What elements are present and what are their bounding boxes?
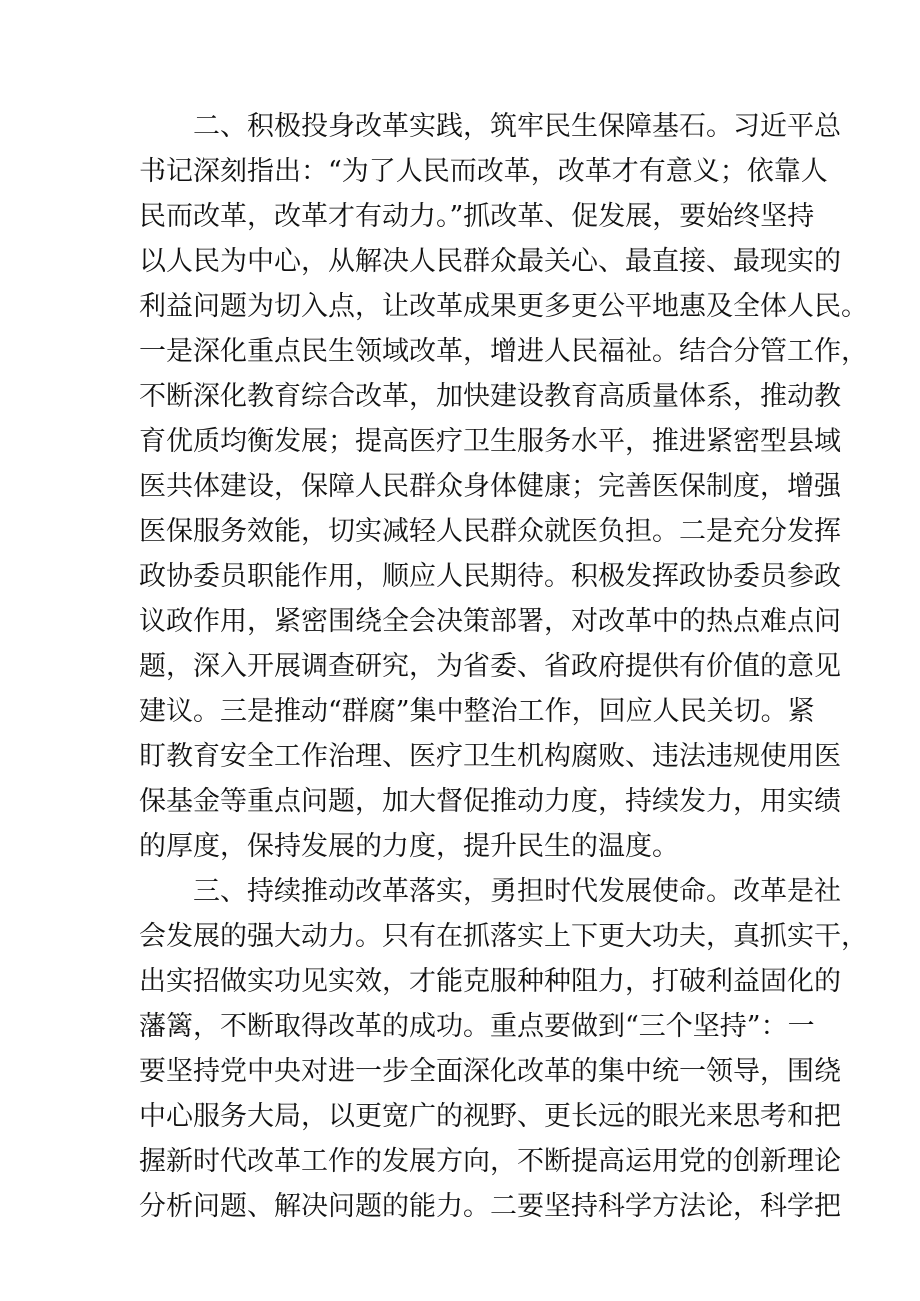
paragraph-line: 保基金等重点问题，加大督促推动力度，持续发力，用实绩 — [139, 786, 841, 817]
paragraph-line: 政协委员职能作用，顺应人民期待。积极发挥政协委员参政 — [139, 561, 841, 592]
paragraph-line: 中心服务大局，以更宽广的视野、更长远的眼光来思考和把 — [139, 1101, 841, 1132]
paragraph-line: 议政作用，紧密围绕全会决策部署，对改革中的热点难点问 — [139, 606, 841, 637]
paragraph-line: 民而改革，改革才有动力。”抓改革、促发展，要始终坚持 — [139, 201, 815, 232]
paragraph-line: 题，深入开展调查研究，为省委、省政府提供有价值的意见 — [139, 651, 841, 682]
paragraph-line: 利益问题为切入点，让改革成果更多更公平地惠及全体人民。 — [139, 291, 868, 322]
paragraph-line: 育优质均衡发展；提高医疗卫生服务水平，推进紧密型县域 — [139, 426, 841, 457]
paragraph-line: 握新时代改革工作的发展方向，不断提高运用党的创新理论 — [139, 1146, 841, 1177]
paragraph-line: 医共体建设，保障人民群众身体健康；完善医保制度，增强 — [139, 471, 841, 502]
paragraph-line: 建议。三是推动“群腐”集中整治工作，回应人民关切。紧 — [139, 696, 815, 727]
paragraph-line: 书记深刻指出：“为了人民而改革，改革才有意义；依靠人 — [139, 156, 828, 187]
paragraph-line: 藩篱，不断取得改革的成功。重点要做到“三个坚持”：一 — [139, 1011, 815, 1042]
paragraph-line: 医保服务效能，切实减轻人民群众就医负担。二是充分发挥 — [139, 516, 841, 547]
paragraph-line: 二、积极投身改革实践，筑牢民生保障基石。习近平总 — [193, 111, 841, 142]
paragraph-line: 不断深化教育综合改革，加快建设教育高质量体系，推动教 — [139, 381, 841, 412]
paragraph-line: 会发展的强大动力。只有在抓落实上下更大功夫，真抓实干， — [139, 921, 868, 952]
paragraph-line: 盯教育安全工作治理、医疗卫生机构腐败、违法违规使用医 — [139, 741, 841, 772]
paragraph-line: 的厚度，保持发展的力度，提升民生的温度。 — [139, 831, 679, 862]
paragraph-line: 三、持续推动改革落实，勇担时代发展使命。改革是社 — [193, 876, 841, 907]
paragraph-line: 以人民为中心，从解决人民群众最关心、最直接、最现实的 — [139, 246, 841, 277]
paragraph-line: 分析问题、解决问题的能力。二要坚持科学方法论，科学把 — [139, 1191, 841, 1222]
paragraph-line: 一是深化重点民生领域改革，增进人民福祉。结合分管工作， — [139, 336, 868, 367]
paragraph-line: 出实招做实功见实效，才能克服种种阻力，打破利益固化的 — [139, 966, 841, 997]
paragraph-line: 要坚持党中央对进一步全面深化改革的集中统一领导，围绕 — [139, 1056, 841, 1087]
